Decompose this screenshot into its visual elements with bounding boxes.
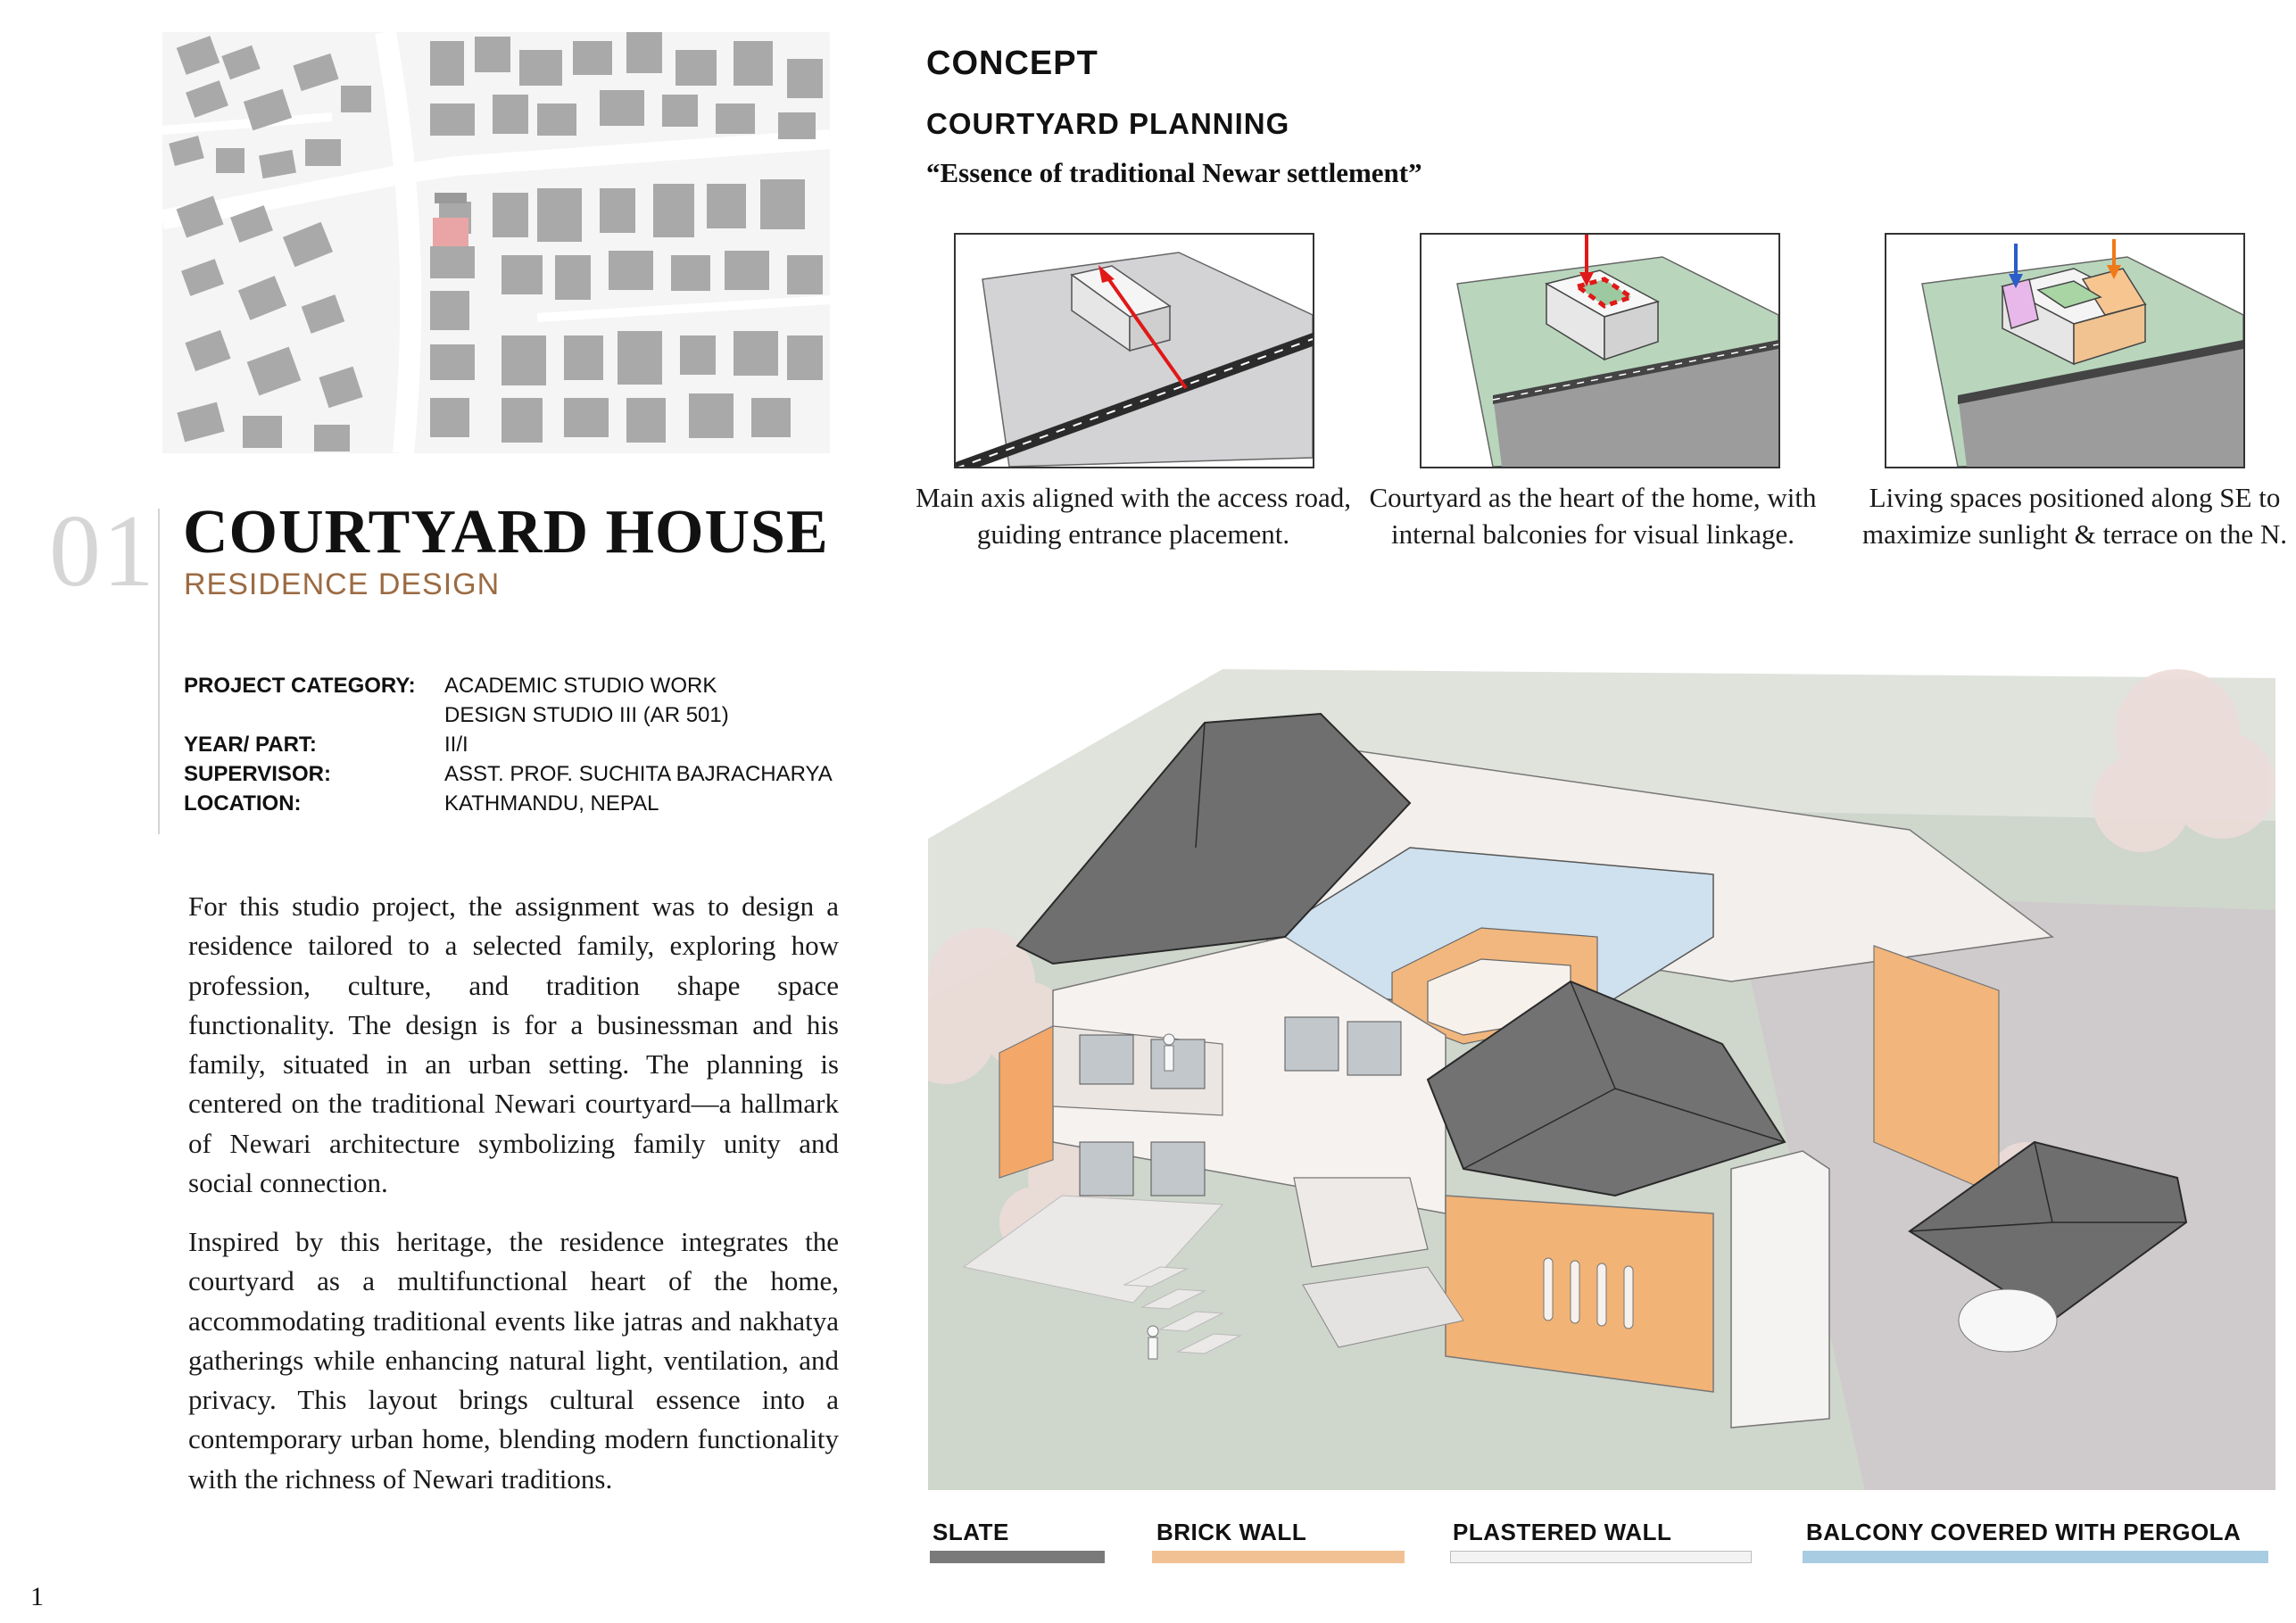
title-divider <box>158 509 160 834</box>
info-row-supervisor <box>184 759 833 789</box>
concept-diagram-axis <box>954 233 1314 468</box>
info-value: DESIGN STUDIO III (AR 501) <box>444 703 729 727</box>
legend-swatch-balcony <box>1803 1551 2268 1563</box>
living-diagram-drawing <box>1886 235 2243 467</box>
site-map-drawing <box>162 32 830 453</box>
legend-label-balcony: BALCONY COVERED WITH PERGOLA <box>1806 1519 2242 1545</box>
info-key: YEAR/ PART: <box>184 733 317 757</box>
legend-swatch-slate <box>930 1551 1105 1563</box>
project-subtitle: RESIDENCE DESIGN <box>184 567 501 601</box>
site-map-image <box>162 32 830 453</box>
page-number: 1 <box>30 1582 44 1611</box>
info-value: II/I <box>444 733 468 757</box>
info-row-category-cont <box>184 700 833 730</box>
legend-label-slate: SLATE <box>932 1519 1009 1545</box>
legend-label-plastered-wall: PLASTERED WALL <box>1453 1519 1672 1545</box>
concept-quote: “Essence of traditional Newar settlement” <box>926 157 1422 188</box>
info-value: ASST. PROF. SUCHITA BAJRACHARYA <box>444 762 833 786</box>
info-key: LOCATION: <box>184 791 302 816</box>
concept-diagram-courtyard <box>1420 233 1780 468</box>
info-row-year <box>184 730 833 759</box>
axis-diagram-drawing <box>956 235 1313 467</box>
project-number: 01 <box>49 494 156 609</box>
axonometric-render <box>928 642 2275 1490</box>
info-value: ACADEMIC STUDIO WORK <box>444 674 717 698</box>
info-key: PROJECT CATEGORY: <box>184 674 416 698</box>
concept-heading: CONCEPT <box>926 45 1098 82</box>
project-info-table <box>184 671 833 818</box>
description-paragraph-2: Inspired by this heritage, the residence integrates the courtyard as a multifunctional heart of the home, accommodating traditional events like jatras and nakhatya gatherings while enhancing natural light, ventilation, and privacy. This layout brings cultural essence into a contemporary urban home, blending modern functionality with the richness of Newari traditions. <box>188 1226 839 1495</box>
concept-diagram-living-spaces <box>1885 233 2245 468</box>
legend-swatch-brick-wall <box>1152 1551 1405 1563</box>
concept-caption-1: Main axis aligned with the access road, guiding entrance placement. <box>915 482 1352 550</box>
axonometric-drawing <box>928 642 2275 1490</box>
site-plot-highlight <box>433 218 468 246</box>
info-value: KATHMANDU, NEPAL <box>444 791 659 816</box>
project-title: COURTYARD HOUSE <box>183 498 829 567</box>
description-paragraph-1: For this studio project, the assignment was to design a residence tailored to a selected family, exploring how profession, culture, and tradition shape space functionality. The design is for a businessman and his family, situated in an urban setting. The planning is centered on the traditional Newari courtyard—a hallmark of Newari architecture symbolizing family unity and social connection. <box>188 890 839 1199</box>
concept-caption-2: Courtyard as the heart of the home, with internal balconies for visual linkage. <box>1369 482 1817 550</box>
info-key: SUPERVISOR: <box>184 762 331 786</box>
concept-caption-3: Living spaces positioned along SE to maximize sunlight & terrace on the N. <box>1861 482 2288 550</box>
info-row-category <box>184 671 833 700</box>
legend-swatch-plastered-wall <box>1450 1551 1752 1563</box>
info-key-empty <box>184 700 444 730</box>
courtyard-diagram-drawing <box>1422 235 1778 467</box>
legend-label-brick-wall: BRICK WALL <box>1156 1519 1307 1545</box>
concept-subheading: COURTYARD PLANNING <box>926 107 1290 140</box>
info-row-location <box>184 789 833 818</box>
